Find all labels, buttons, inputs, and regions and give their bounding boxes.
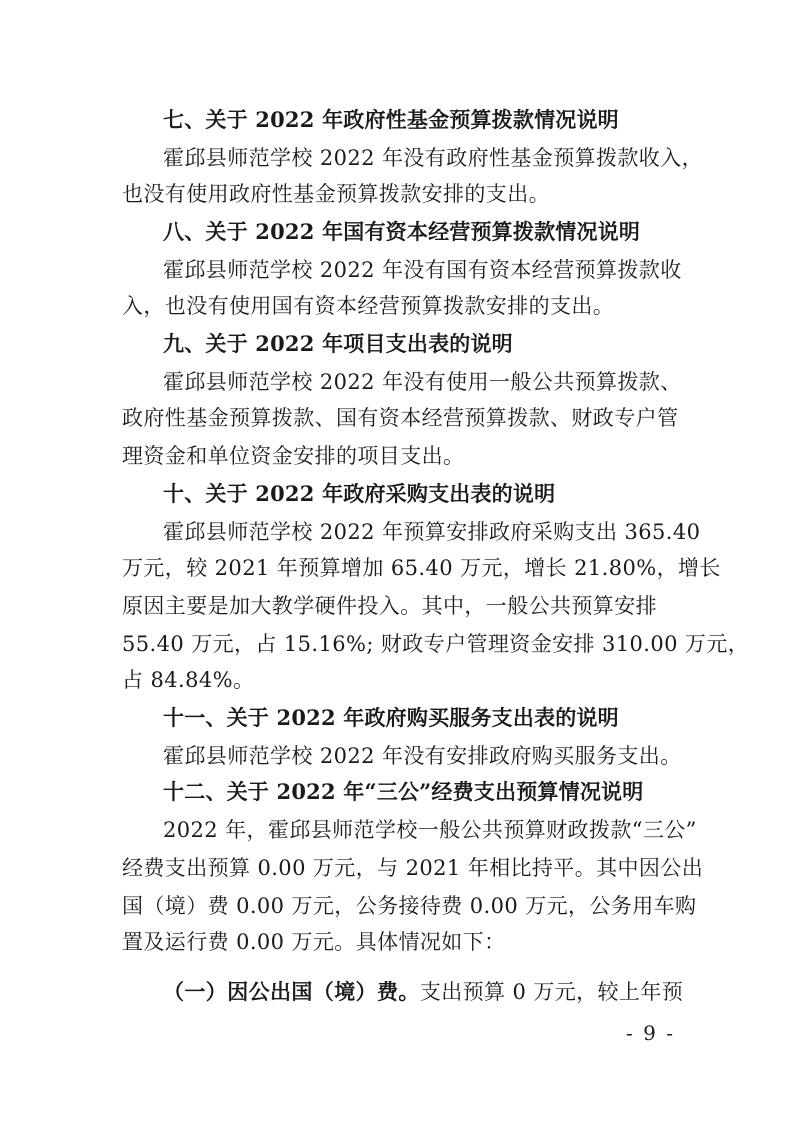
subsection-line [163,977,683,1007]
body-line: 原因主要是加大教学硬件投入。其中，一般公共预算安排 [122,594,657,618]
body-line: 置及运行费 0.00 万元。具体情况如下： [122,930,506,954]
body-line: 占 84.84%。 [122,668,255,692]
body-line: 霍邱县师范学校 2022 年没有安排政府购买服务支出。 [163,744,682,768]
section-heading-8: 八、关于 2022 年国有资本经营预算拨款情况说明 [163,219,641,244]
subsection-text: 支出预算 0 万元，较上年预 [419,980,684,1004]
body-line: 霍邱县师范学校 2022 年没有使用一般公共预算拨款、 [163,370,682,394]
body-line: 理资金和单位资金安排的项目支出。 [122,444,465,468]
subsection-heading: （一）因公出国（境）费。 [163,979,420,1004]
body-line: 万元，较 2021 年预算增加 65.40 万元，增长 21.80%，增长 [122,556,721,580]
body-line: 55.40 万元，占 15.16%; 财政专户管理资金安排 310.00 万元， [122,632,750,656]
body-line: 经费支出预算 0.00 万元，与 2021 年相比持平。其中因公出 [122,856,704,880]
body-line: 政府性基金预算拨款、国有资本经营预算拨款、财政专户管 [122,406,679,430]
body-line: 入，也没有使用国有资本经营预算拨款安排的支出。 [122,294,615,318]
body-line: 国（境）费 0.00 万元，公务接待费 0.00 万元，公务用车购 [122,894,697,918]
body-line: 2022 年，霍邱县师范学校一般公共预算财政拨款“三公” [163,818,697,842]
section-heading-12: 十二、关于 2022 年“三公”经费支出预算情况说明 [163,779,644,804]
body-line: 霍邱县师范学校 2022 年没有政府性基金预算拨款收入， [163,146,703,170]
section-heading-9: 九、关于 2022 年项目支出表的说明 [163,331,513,356]
body-line: 也没有使用政府性基金预算拨款安排的支出。 [122,182,550,206]
section-heading-11: 十一、关于 2022 年政府购买服务支出表的说明 [163,705,619,730]
body-line: 霍邱县师范学校 2022 年没有国有资本经营预算拨款收 [163,258,682,282]
section-heading-7: 七、关于 2022 年政府性基金预算拨款情况说明 [163,107,619,132]
body-line: 霍邱县师范学校 2022 年预算安排政府采购支出 365.40 [163,520,701,544]
page-number: - 9 - [626,1021,675,1045]
section-heading-10: 十、关于 2022 年政府采购支出表的说明 [163,481,556,506]
